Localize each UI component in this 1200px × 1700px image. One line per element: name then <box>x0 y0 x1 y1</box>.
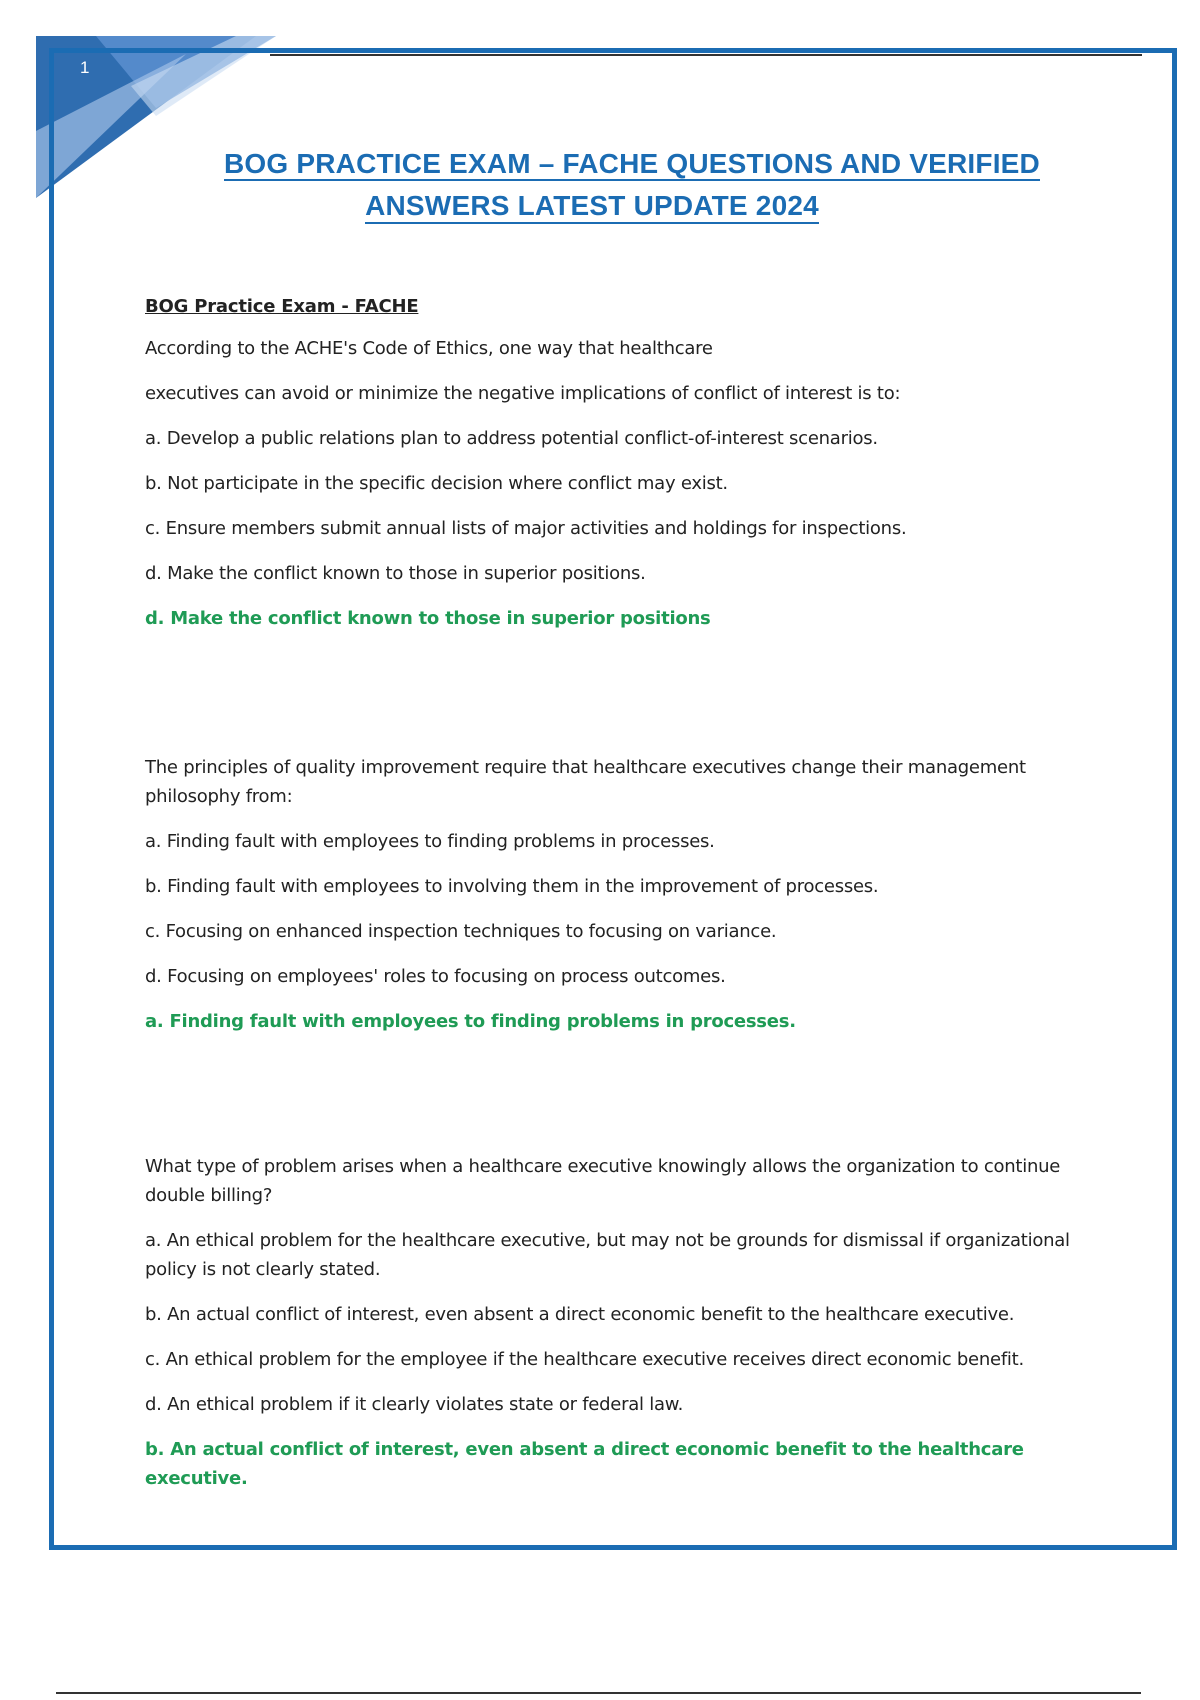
document-body <box>145 292 1090 1510</box>
footer-rule <box>56 1692 1141 1694</box>
title-line-1: BOG PRACTICE EXAM – FACHE QUESTIONS AND VERIFIED <box>224 148 1040 181</box>
question-stem-line: What type of problem arises when a healthcare executive knowingly allows the organization to continue double billing? <box>145 1156 1061 1206</box>
question-stem <box>145 1152 1090 1210</box>
option-b: b. Finding fault with employees to involving them in the improvement of processes. <box>145 876 879 897</box>
title-line-2: ANSWERS LATEST UPDATE 2024 <box>365 190 819 223</box>
option-d: d. An ethical problem if it clearly violates state or federal law. <box>145 1394 684 1415</box>
option-c: c. Ensure members submit annual lists of major activities and holdings for inspections. <box>145 518 907 539</box>
question-1 <box>145 334 1090 633</box>
option-a: a. An ethical problem for the healthcare executive, but may not be grounds for dismissal if organizational policy is not clearly stated. <box>145 1230 1070 1280</box>
option-a: a. Finding fault with employees to finding problems in processes. <box>145 831 715 852</box>
option-a: a. Develop a public relations plan to address potential conflict-of-interest scenarios. <box>145 428 878 449</box>
question-stem-line: According to the ACHE's Code of Ethics, one way that healthcare <box>145 338 713 359</box>
question-stem-line: The principles of quality improvement require that healthcare executives change their management philosophy from: <box>145 757 1026 807</box>
section-heading: BOG Practice Exam - FACHE <box>145 296 419 317</box>
verified-answer: d. Make the conflict known to those in superior positions <box>145 608 711 629</box>
option-d: d. Make the conflict known to those in superior positions. <box>145 563 646 584</box>
page-number: 1 <box>80 58 90 77</box>
option-c: c. An ethical problem for the employee if the healthcare executive receives direct economic benefit. <box>145 1349 1024 1370</box>
question-3 <box>145 1152 1090 1493</box>
question-stem <box>145 334 1090 408</box>
option-c: c. Focusing on enhanced inspection techniques to focusing on variance. <box>145 921 777 942</box>
verified-answer: a. Finding fault with employees to finding problems in processes. <box>145 1011 796 1032</box>
question-stem <box>145 753 1090 811</box>
question-stem-line: executives can avoid or minimize the negative implications of conflict of interest is to: <box>145 383 901 404</box>
verified-answer: b. An actual conflict of interest, even absent a direct economic benefit to the healthcare executive. <box>145 1439 1024 1489</box>
option-d: d. Focusing on employees' roles to focusing on process outcomes. <box>145 966 726 987</box>
option-b: b. Not participate in the specific decision where conflict may exist. <box>145 473 728 494</box>
question-2 <box>145 753 1090 1036</box>
option-b: b. An actual conflict of interest, even absent a direct economic benefit to the healthcare executive. <box>145 1304 1015 1325</box>
document-title <box>0 148 1200 224</box>
